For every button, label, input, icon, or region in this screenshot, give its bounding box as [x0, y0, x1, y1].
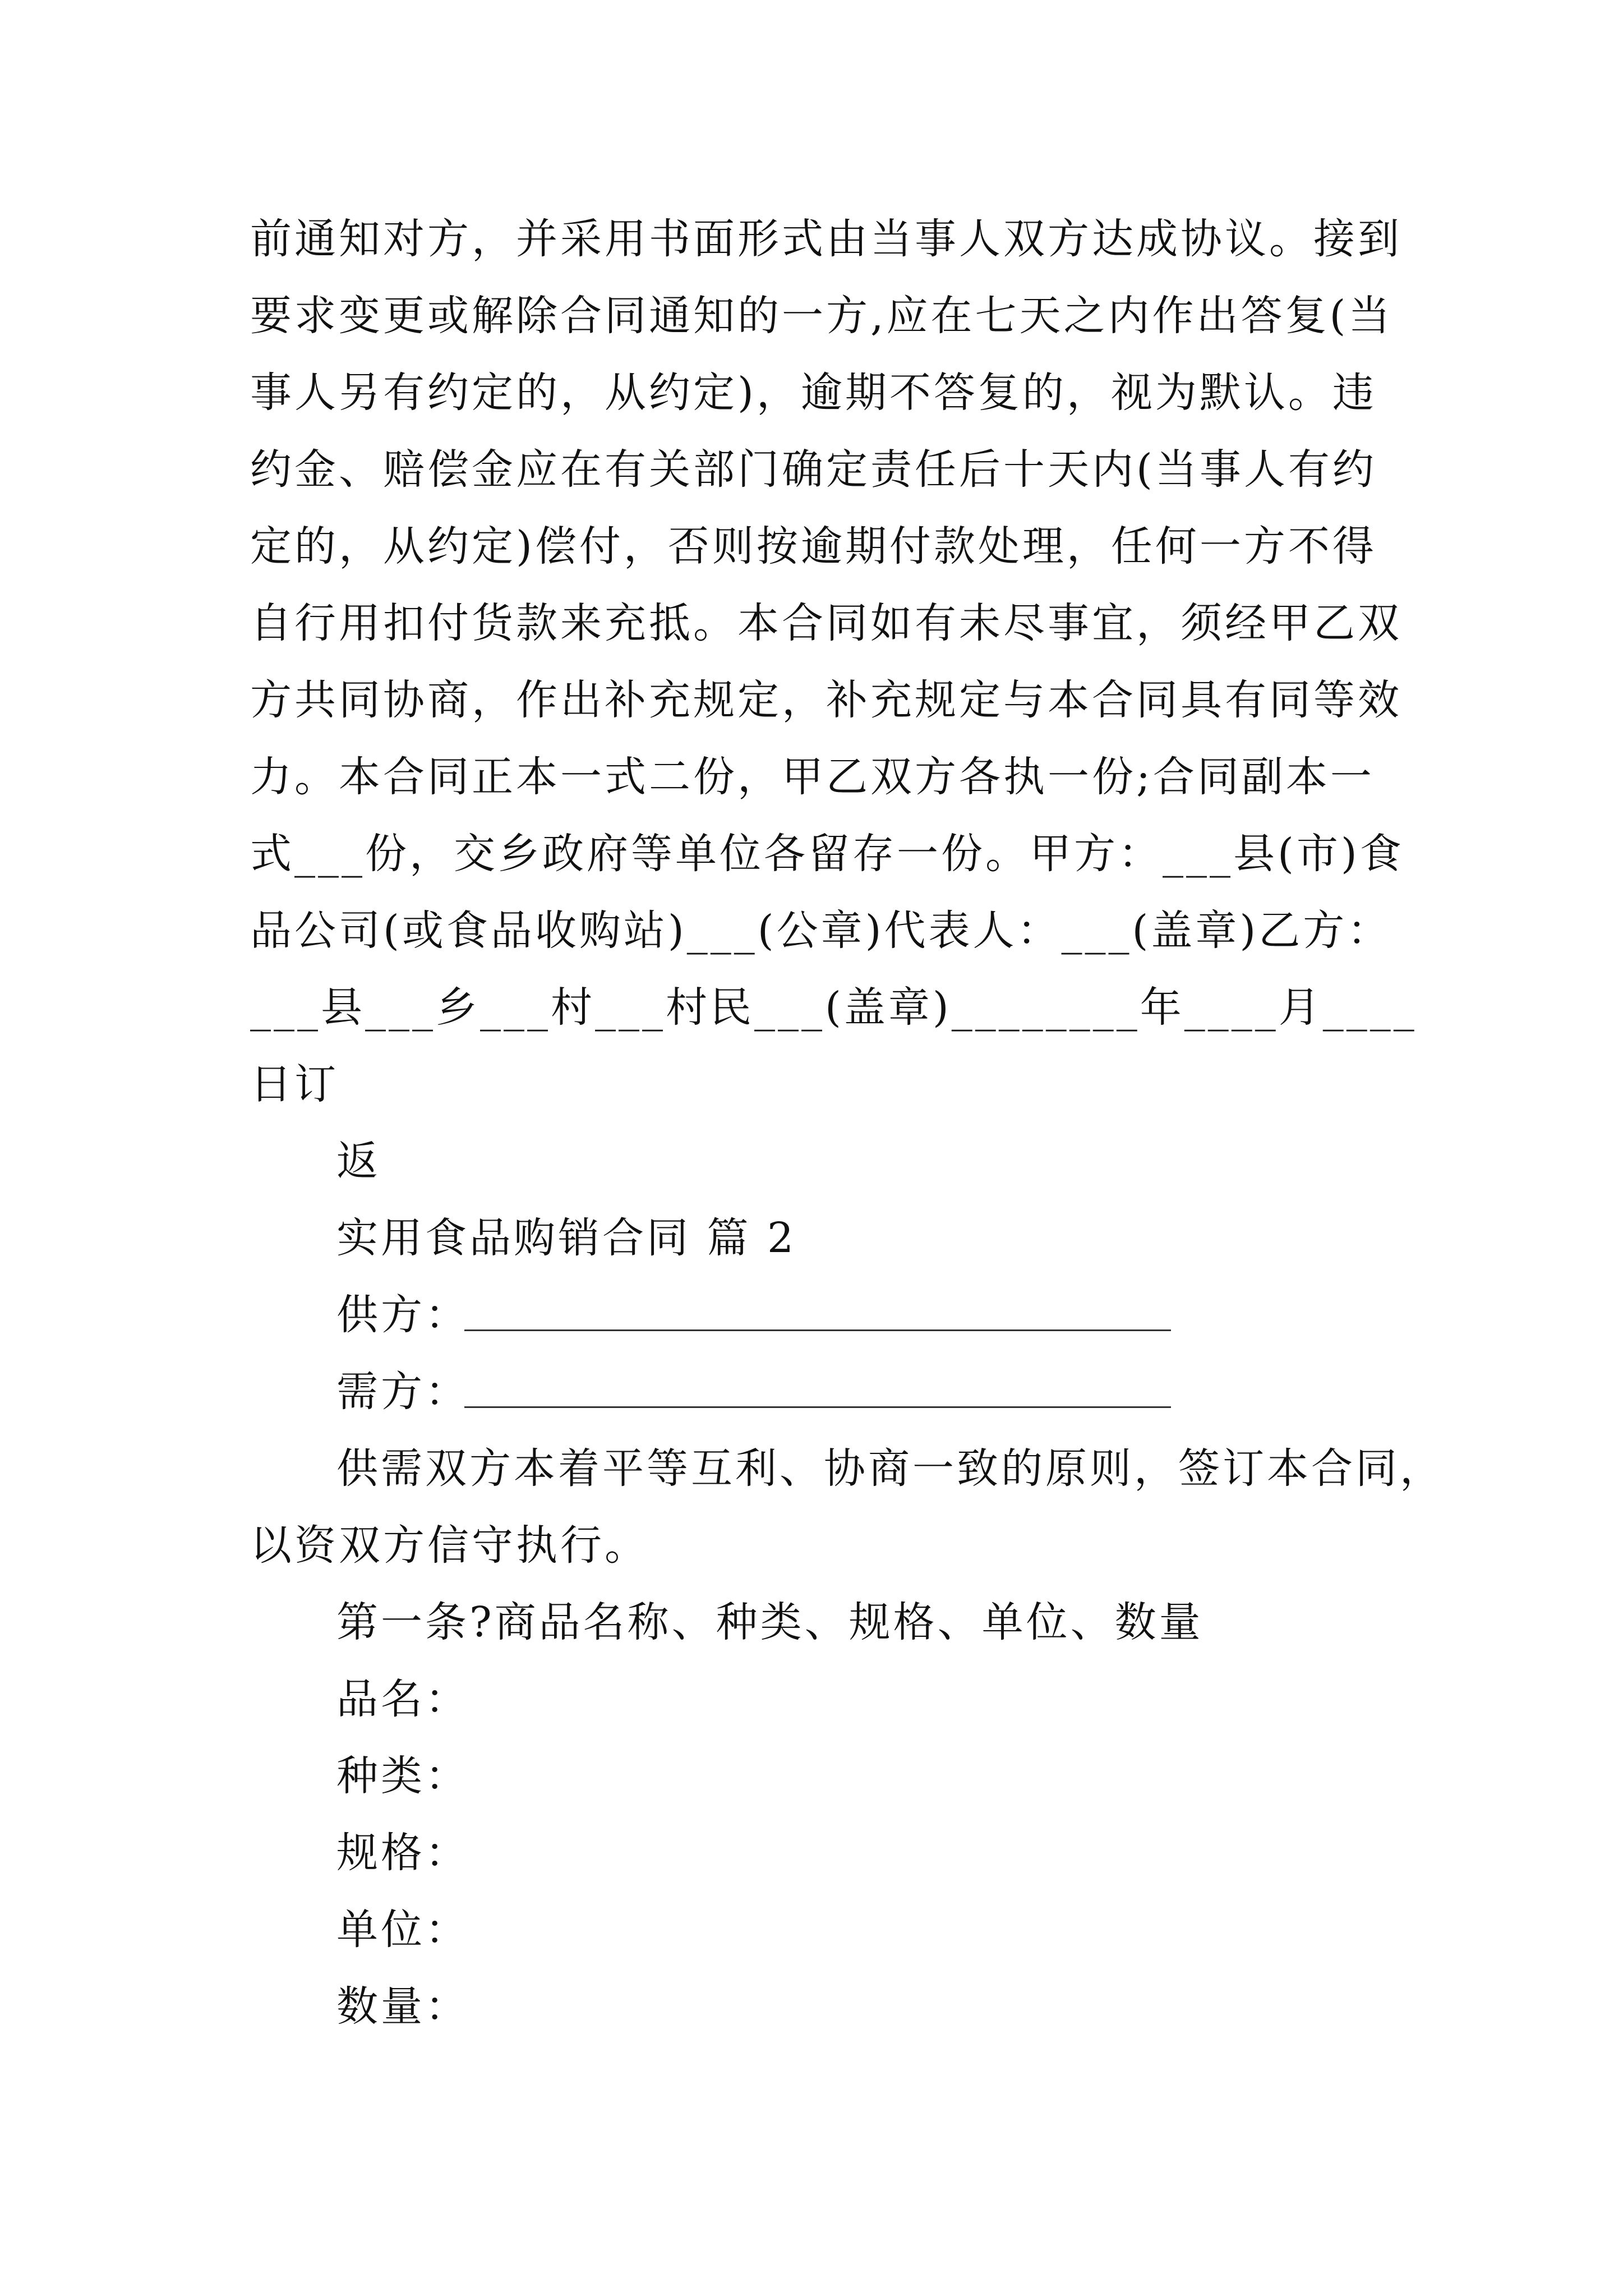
clause-line-10: 品公司(或食品收购站)___(公章)代表人：___(盖章)乙方： [250, 907, 1392, 955]
return-link[interactable]: 返 [336, 1137, 381, 1185]
supplier-fill-line [464, 1329, 1171, 1331]
clause-line-11: ___县___乡___村___村民___(盖章)________年____月____ [250, 983, 1417, 1032]
category-label: 种类： [336, 1752, 469, 1800]
unit-label: 单位： [336, 1906, 469, 1954]
clause-line-9: 式___份，交乡政府等单位各留存一份。甲方：___县(市)食 [250, 830, 1404, 878]
clause-line-5: 定的，从约定)偿付，否则按逾期付款处理，任何一方不得 [250, 522, 1377, 570]
clause-line-4: 约金、赔偿金应在有关部门确定责任后十天内(当事人有约 [250, 445, 1377, 494]
clause-line-3: 事人另有约定的，从约定)，逾期不答复的，视为默认。违 [250, 369, 1377, 417]
clause-line-6: 自行用扣付货款来充抵。本合同如有未尽事宜，须经甲乙双 [250, 599, 1402, 647]
intro-line-2: 以资双方信守执行。 [250, 1521, 649, 1570]
product-name-label: 品名： [336, 1675, 469, 1723]
clause-line-2: 要求变更或解除合同通知的一方,应在七天之内作出答复(当 [250, 292, 1393, 340]
intro-line-1: 供需双方本着平等互利、协商一致的原则，签订本合同， [336, 1444, 1444, 1493]
supplier-label: 供方： [336, 1291, 469, 1339]
article-1-title: 第一条?商品名称、种类、规格、单位、数量 [336, 1598, 1204, 1646]
spec-label: 规格： [336, 1829, 469, 1877]
section-title: 实用食品购销合同 篇 2 [336, 1214, 797, 1262]
clause-line-12: 日订 [250, 1060, 339, 1108]
buyer-label: 需方： [336, 1368, 469, 1416]
buyer-fill-line [464, 1406, 1171, 1408]
clause-line-8: 力。本合同正本一式二份，甲乙双方各执一份;合同副本一 [250, 753, 1375, 801]
clause-line-7: 方共同协商，作出补充规定，补充规定与本合同具有同等效 [250, 676, 1402, 724]
quantity-label: 数量： [336, 1982, 469, 2031]
clause-line-1: 前通知对方，并采用书面形式由当事人双方达成协议。接到 [250, 215, 1402, 263]
